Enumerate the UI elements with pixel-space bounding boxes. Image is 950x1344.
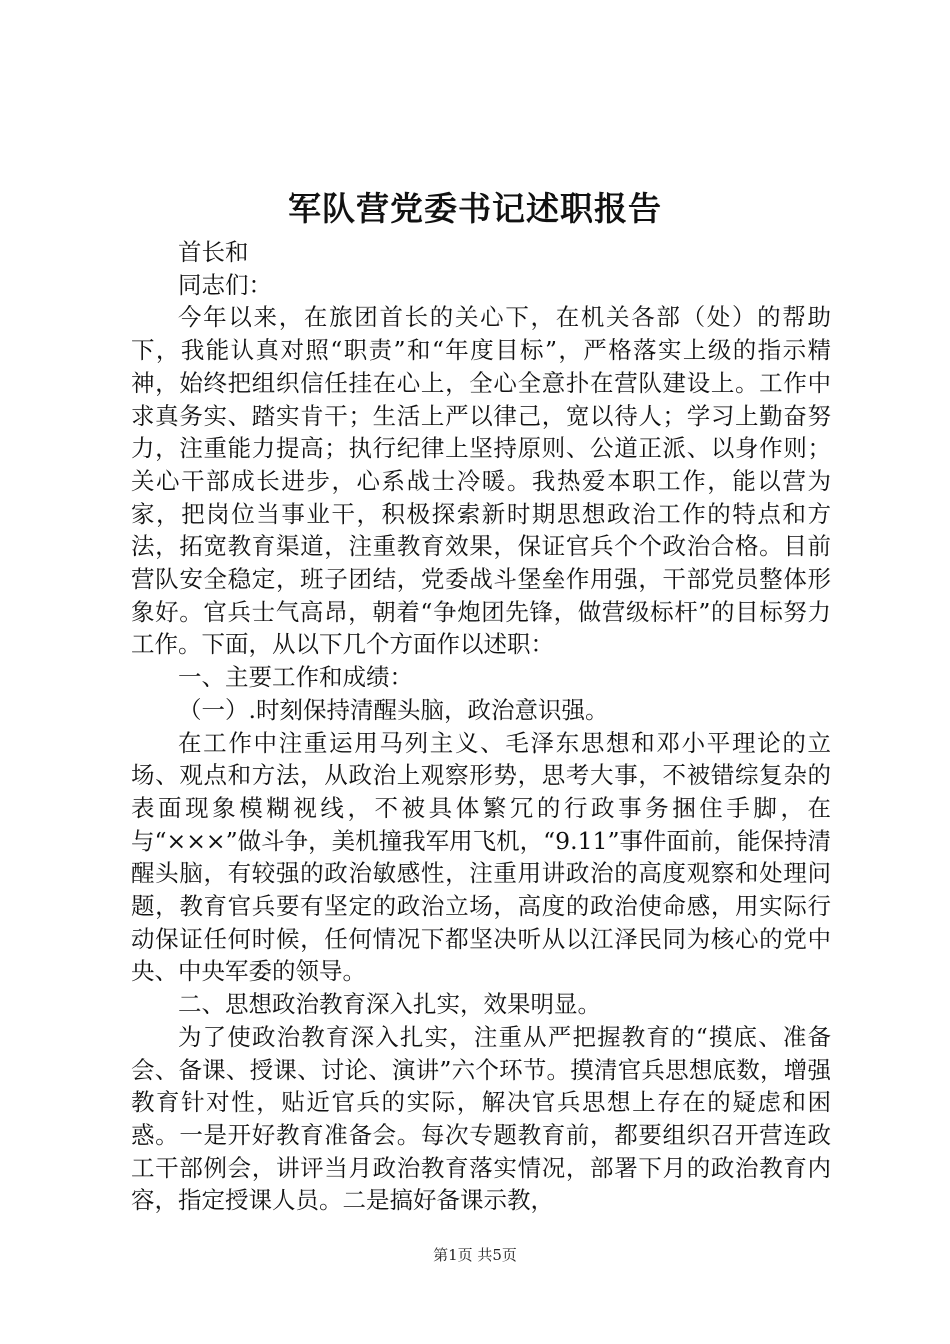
- intro-paragraph: 今年以来，在旅团首长的关心下，在机关各部（处）的帮助下，我能认真对照“职责”和“年度目标”，严格落实上级的指示精神，始终把组织信任挂在心上，全心全意扑在营队建设上。工作中求真务实、踏实肯干；生活上严以律己，宽以待人；学习上勤奋努力，注重能力提高；执行纪律上坚持原则、公道正派、以身作则；关心干部成长进步，心系战士冷暖。我热爱本职工作，能以营为家，把岗位当事业干，积极探索新时期思想政治工作的特点和方法，拓宽教育渠道，注重教育效果，保证官兵个个政治合格。目前营队安全稳定，班子团结，党委战斗堡垒作用强，干部党员整体形象好。官兵士气高昂，朝着“争炮团先锋，做营级标杆”的目标努力工作。下面，从以下几个方面作以述职：: [131, 303, 831, 659]
- section-heading-2: 二、思想政治教育深入扎实，效果明显。: [178, 990, 601, 1019]
- document-title: 军队营党委书记述职报告: [288, 189, 662, 228]
- salutation-line-1: 首长和: [178, 238, 249, 266]
- section-heading-1: 一、主要工作和成绩：: [178, 663, 413, 692]
- body-paragraph-1: 在工作中注重运用马列主义、毛泽东思想和邓小平理论的立场、观点和方法，从政治上观察形势，思考大事，不被错综复杂的表面现象模糊视线，不被具体繁冗的行政事务捆住手脚，在与“×××”做斗争，美机撞我军用飞机，“9.11”事件面前，能保持清醒头脑，有较强的政治敏感性，注重用讲政治的高度观察和处理问题，教育官兵要有坚定的政治立场，高度的政治使命感，用实际行动保证任何时候，任何情况下都坚决听从以江泽民同为核心的党中央、中央军委的领导。: [131, 728, 831, 986]
- body-paragraph-2: 为了使政治教育深入扎实，注重从严把握教育的“摸底、准备会、备课、授课、讨论、演讲”六个环节。摸清官兵思想底数，增强教育针对性，贴近官兵的实际，解决官兵思想上存在的疑虑和困惑。一是开好教育准备会。每次专题教育前，都要组织召开营连政工干部例会，讲评当月政治教育落实情况，部署下月的政治教育内容，指定授课人员。二是搞好备课示教，: [131, 1022, 831, 1215]
- salutation-line-2: 同志们：: [178, 270, 272, 299]
- document-body: [131, 236, 831, 1217]
- page-number-footer: 第1页 共5页: [433, 1246, 517, 1264]
- subsection-heading-1: （一）.时刻保持清醒头脑，政治意识强。: [178, 695, 609, 724]
